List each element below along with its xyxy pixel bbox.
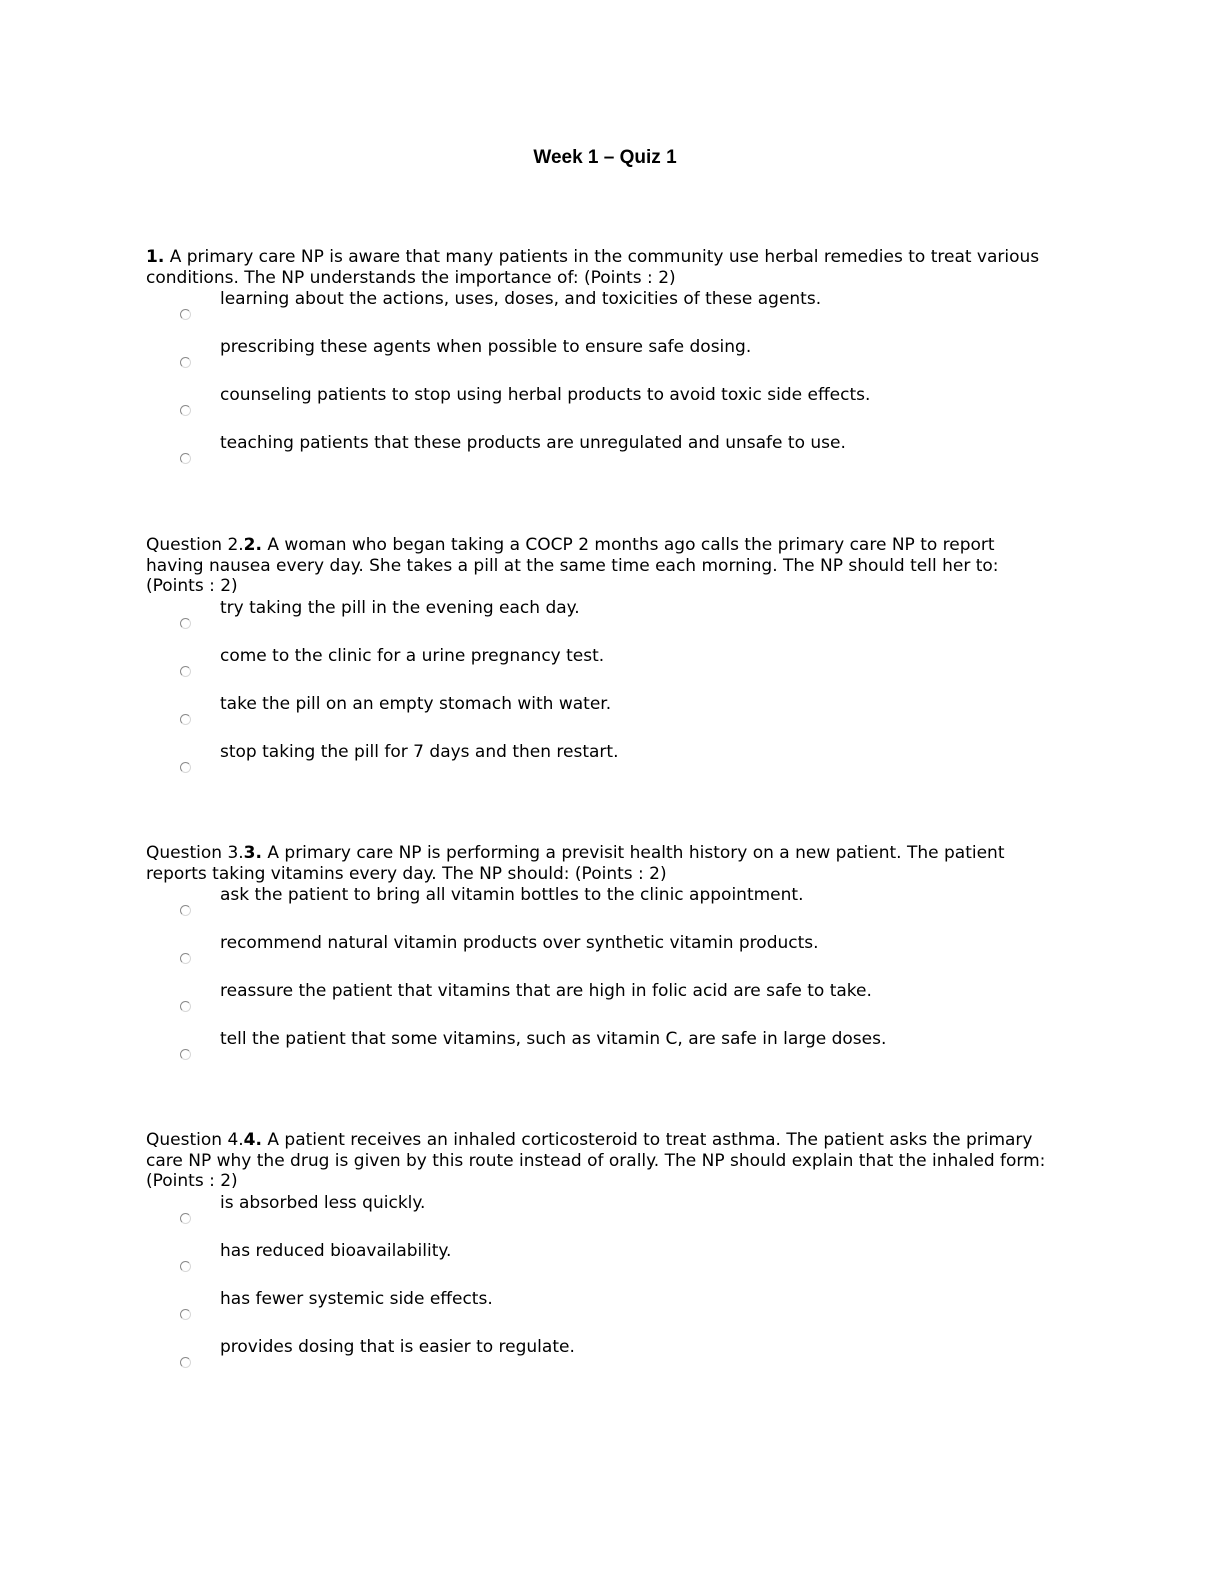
question-text: A primary care NP is performing a previsit health history on a new patient. The patient reports taking vitamins every day. The NP should: (Points : 2)	[146, 843, 1005, 884]
answer-option[interactable]	[146, 288, 1056, 336]
question-stem	[146, 1130, 1056, 1192]
answer-option-label: has fewer systemic side effects.	[220, 1288, 493, 1309]
answer-option[interactable]	[146, 1288, 1056, 1336]
answer-option-label: counseling patients to stop using herbal products to avoid toxic side effects.	[220, 385, 871, 405]
answer-option-label: recommend natural vitamin products over synthetic vitamin products.	[220, 933, 819, 953]
question-prefix: Question 2.	[146, 535, 244, 555]
question-number: 1.	[146, 247, 165, 267]
answer-option-label: teaching patients that these products are unregulated and unsafe to use.	[220, 433, 846, 453]
answer-option[interactable]	[146, 1028, 1056, 1076]
radio-button[interactable]	[180, 1213, 191, 1224]
question-prefix: Question 4.	[146, 1130, 244, 1150]
radio-button[interactable]	[180, 618, 191, 629]
answer-option-label: ask the patient to bring all vitamin bottles to the clinic appointment.	[220, 885, 804, 905]
radio-button[interactable]	[180, 1309, 191, 1320]
question-1	[146, 247, 1056, 480]
answer-option-label: reassure the patient that vitamins that are high in folic acid are safe to take.	[220, 981, 872, 1001]
question-stem	[146, 247, 1056, 288]
answer-option[interactable]	[146, 1240, 1056, 1288]
radio-button[interactable]	[180, 953, 191, 964]
answer-option[interactable]	[146, 693, 1056, 741]
question-text: A patient receives an inhaled corticosteroid to treat asthma. The patient asks the primary care NP why the drug is given by this route instead of orally. The NP should explain that the inhaled form: (Points : 2)	[146, 1130, 1046, 1191]
answer-option[interactable]	[146, 645, 1056, 693]
radio-button[interactable]	[180, 309, 191, 320]
radio-button[interactable]	[180, 1001, 191, 1012]
radio-button[interactable]	[180, 1357, 191, 1368]
answer-option-label: provides dosing that is easier to regulate.	[220, 1336, 575, 1357]
answer-option[interactable]	[146, 597, 1056, 645]
question-2	[146, 535, 1056, 789]
answer-option-label: stop taking the pill for 7 days and then restart.	[220, 741, 619, 762]
question-prefix: Question 3.	[146, 843, 244, 863]
radio-button[interactable]	[180, 1049, 191, 1060]
page-title: Week 1 – Quiz 1	[533, 147, 677, 168]
answer-option-label: take the pill on an empty stomach with water.	[220, 693, 612, 714]
radio-button[interactable]	[180, 405, 191, 416]
question-number: 2.	[243, 535, 262, 555]
question-4	[146, 1130, 1056, 1384]
answer-option[interactable]	[146, 884, 1056, 932]
question-3	[146, 843, 1056, 1076]
question-stem	[146, 843, 1056, 884]
radio-button[interactable]	[180, 453, 191, 464]
answer-option[interactable]	[146, 741, 1056, 789]
answer-option-label: learning about the actions, uses, doses, and toxicities of these agents.	[220, 289, 822, 309]
answer-option-label: come to the clinic for a urine pregnancy test.	[220, 645, 605, 666]
question-stem	[146, 535, 1056, 597]
radio-button[interactable]	[180, 1261, 191, 1272]
question-number: 4.	[243, 1130, 262, 1150]
answer-option[interactable]	[146, 432, 1056, 480]
answer-option-label: tell the patient that some vitamins, such as vitamin C, are safe in large doses.	[220, 1029, 887, 1049]
answer-option[interactable]	[146, 336, 1056, 384]
answer-option[interactable]	[146, 932, 1056, 980]
answer-option[interactable]	[146, 1336, 1056, 1384]
answer-option[interactable]	[146, 1192, 1056, 1240]
answer-option[interactable]	[146, 980, 1056, 1028]
answer-option-label: try taking the pill in the evening each day.	[220, 597, 580, 618]
radio-button[interactable]	[180, 762, 191, 773]
question-text: A primary care NP is aware that many patients in the community use herbal remedies to treat various conditions. The NP understands the importance of: (Points : 2)	[146, 247, 1040, 288]
radio-button[interactable]	[180, 714, 191, 725]
question-text: A woman who began taking a COCP 2 months ago calls the primary care NP to report having nausea every day. She takes a pill at the same time each morning. The NP should tell her to: (Points : 2)	[146, 535, 999, 596]
radio-button[interactable]	[180, 357, 191, 368]
answer-option-label: prescribing these agents when possible to ensure safe dosing.	[220, 337, 752, 357]
answer-option-label: is absorbed less quickly.	[220, 1192, 426, 1213]
answer-option[interactable]	[146, 384, 1056, 432]
radio-button[interactable]	[180, 666, 191, 677]
radio-button[interactable]	[180, 905, 191, 916]
question-number: 3.	[243, 843, 262, 863]
answer-option-label: has reduced bioavailability.	[220, 1240, 452, 1261]
